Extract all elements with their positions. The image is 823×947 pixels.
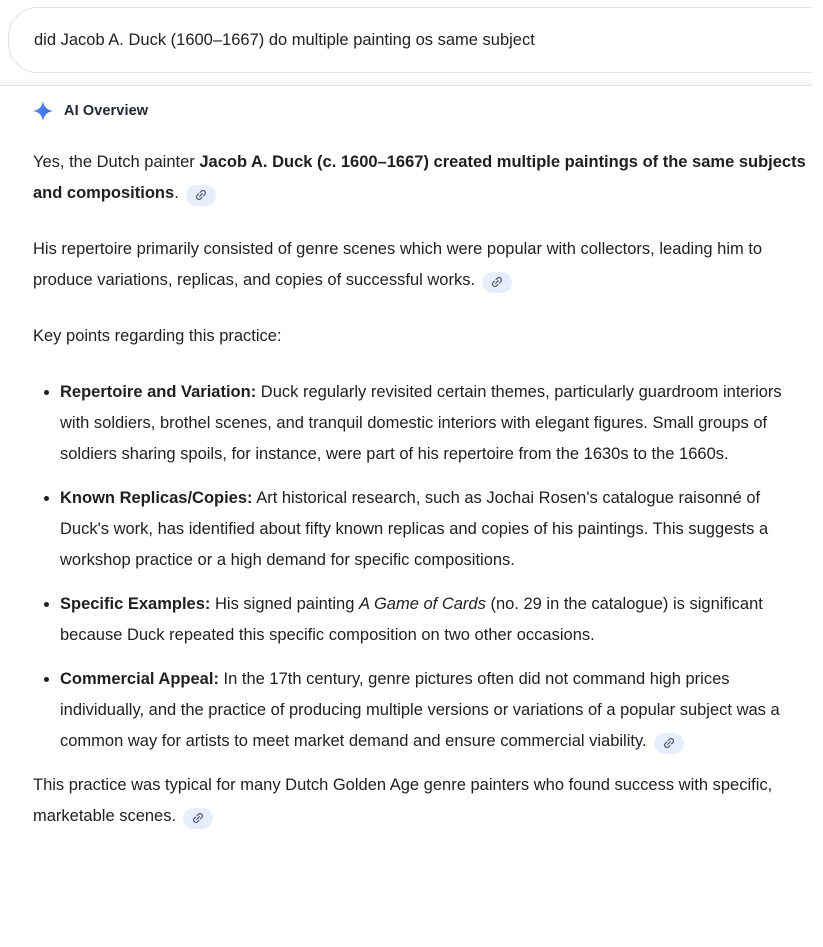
text-run-italic: A Game of Cards (359, 595, 486, 613)
text-run: (no. 29 in the catalogue) is significant because Duck repeated this specific composition on two other occasions. (60, 595, 763, 644)
link-icon (487, 272, 507, 292)
ai-overview-header (33, 100, 823, 121)
text-run: Yes, the Dutch painter (33, 153, 200, 171)
text-run: Key points regarding this practice: (33, 327, 282, 345)
text-run: . (174, 184, 179, 202)
text-run-bold: Jacob A. Duck (c. 1600–1667) created multiple paintings of the same subjects and compositions (33, 153, 806, 202)
text-run-bold: Commercial Appeal: (60, 670, 219, 688)
text-run-bold: Known Replicas/Copies: (60, 489, 253, 507)
text-run: In the 17th century, genre pictures often did not command high prices individually, and the practice of producing multiple versions or variations of a popular subject was a common way for artists to meet market demand and ensure commercial viability. (60, 670, 780, 750)
link-icon (188, 808, 208, 828)
text-run: His repertoire primarily consisted of genre scenes which were popular with collectors, leading him to produce variations, replicas, and copies of successful works. (33, 240, 763, 289)
citation-chip[interactable] (183, 808, 213, 829)
list-item (60, 377, 809, 470)
list-item (60, 589, 809, 651)
paragraph (33, 321, 809, 352)
paragraph (33, 770, 809, 832)
gemini-sparkle-icon (33, 101, 53, 121)
citation-chip[interactable] (654, 733, 684, 754)
list-item (60, 483, 809, 576)
link-icon (659, 733, 679, 753)
ai-overview-content (33, 147, 809, 832)
citation-chip[interactable] (186, 185, 216, 206)
key-points-list (33, 377, 809, 757)
text-run: Art historical research, such as Jochai Rosen's catalogue raisonné of Duck's work, has identified about fifty known replicas and copies of his paintings. This suggests a workshop practice or a high demand for specific compositions. (60, 489, 769, 569)
paragraph (33, 234, 809, 296)
text-run: Duck regularly revisited certain themes, particularly guardroom interiors with soldiers, brothel scenes, and tranquil domestic interiors with elegant figures. Small groups of soldiers sharing spoils, for instance, were part of his repertoire from the 1630s to the 1660s. (60, 383, 782, 463)
header-divider (0, 85, 812, 86)
text-run: This practice was typical for many Dutch Golden Age genre painters who found success with specific, marketable scenes. (33, 776, 773, 825)
search-input[interactable]: did Jacob A. Duck (1600–1667) do multiple painting os same subject (8, 7, 812, 73)
paragraph (33, 147, 809, 209)
text-run: His signed painting (210, 595, 359, 613)
citation-chip[interactable] (482, 272, 512, 293)
ai-overview-label: AI Overview (64, 102, 149, 119)
text-run-bold: Specific Examples: (60, 595, 211, 613)
list-item (60, 664, 809, 757)
search-header (0, 0, 812, 86)
header-shadow (0, 76, 812, 85)
text-run-bold: Repertoire and Variation: (60, 383, 257, 401)
link-icon (191, 185, 211, 205)
